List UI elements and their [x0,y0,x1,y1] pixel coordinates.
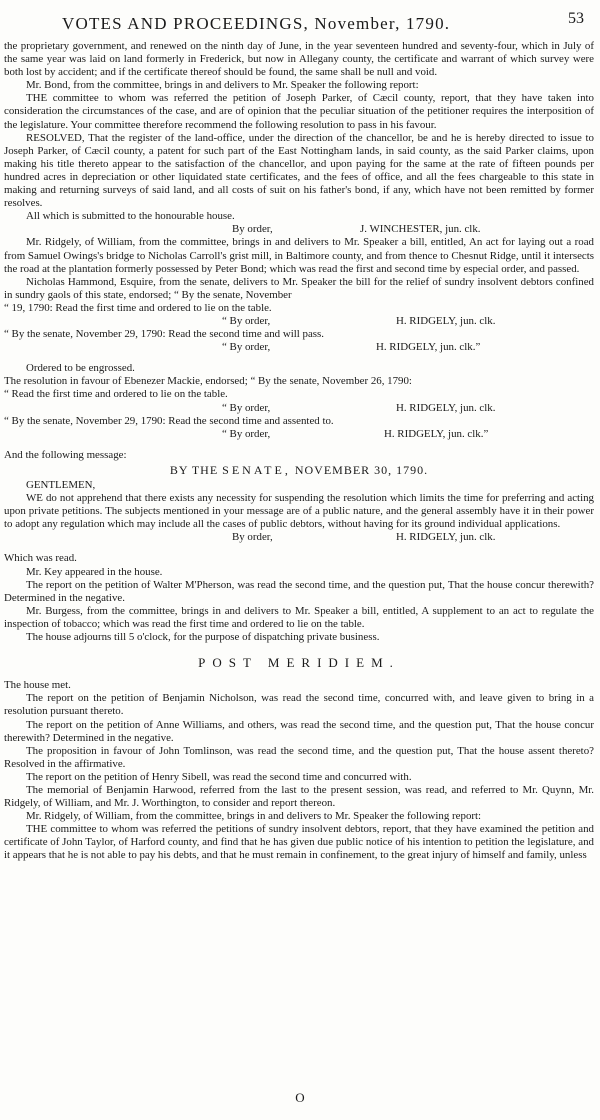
by-order-label: “ By order, [222,314,271,327]
running-head: VOTES AND PROCEEDINGS, November, 1790. [62,14,451,33]
senate-heading-senate: SENATE, [222,462,291,477]
paragraph: Mr. Bond, from the committee, brings in and delivers to Mr. Speaker the following report: [26,79,419,92]
paragraph: The report on the petition of Walter M'Pherson, was read the second time, and the question put, That the house concur therewith? Determined in the negative. [4,578,594,604]
signature-line [4,341,594,354]
signature-mark: O [295,1090,305,1105]
by-order-label: By order, [232,223,273,236]
endorsement-line: “ 19, 1790: Read the first time and ordered to lie on the table. [4,301,272,314]
clerk-signature: H. RIDGELY, jun. clk.” [376,341,481,354]
paragraph: The report on the petition of Benjamin Nicholson, was read the second time, concurred with, and leave given to bring in a resolution pursuant thereto. [4,692,594,718]
paragraph: The report on the petition of Henry Sibell, was read the second time and concurred with. [26,770,412,783]
paragraph: Ordered to be engrossed. [26,362,135,375]
by-order-label: “ By order, [222,401,271,414]
by-order-label: “ By order, [222,341,271,354]
senate-message: WE do not apprehend that there exists any necessity for suspending the resolution which limits the time for preferring and acting upon private petitions. The subjects mentioned in your message are of a public nature, and the general assembly have it in their power to adopt any regulation which may include all the cases of public debtors, without having for its ground individual applications. [4,492,594,531]
paragraph: the proprietary government, and renewed on the ninth day of June, in the year seventeen hundred and seventy-four, which in July of the same year was laid on land formerly in Frederick, but now in Allegany county, the certificate and warrant of which survey were both lost by accident; and if the certificate thereof should be found, the same shall be null and void. [4,40,594,79]
paragraph: The proposition in favour of John Tomlinson, was read the second time, and the question put, That the house assent thereto? Resolved in the affirmative. [4,744,594,770]
signature-line [4,531,594,544]
salutation: GENTLEMEN, [26,479,96,491]
by-order-label: “ By order, [222,427,271,440]
signature-line [4,223,594,236]
page-header [4,0,594,40]
post-meridiem-heading: POST MERIDIEM. [198,655,400,671]
paragraph: THE committee to whom was referred the petitions of sundry insolvent debtors, report, that they have examined the petition and certificate of John Taylor, of Harford county, and find that he has given due public notice of his intention to petition the legislature, and it appears that he is not able to pay his debts, and that he must remain in confinement, to the great injury of himself and family, unless [4,823,594,862]
endorsement-line: “ By the senate, November 29, 1790: Read the second time and will pass. [4,328,324,341]
signature-line [4,428,594,441]
resolution-paragraph: RESOLVED, That the register of the land-office, under the direction of the chancellor, be and he is hereby directed to issue to Joseph Parker, of Cæcil county, a patent for such part of the East Nottingham lands, in said county, as the said Parker claims, upon making his title thereto appear to the satisfaction of the chancellor, and upon paying for the same at the rate of fifteen pounds per hundred acres in depreciation or other liquidated state certificates, and the fees of office, and all the fees chargeable to this state in making and returning surveys of said land, and all costs of suit on his father's bond, if any, which have not been remitted by former resolves. [4,131,594,210]
clerk-signature: H. RIDGELY, jun. clk. [396,531,496,544]
paragraph: Mr. Ridgely, of William, from the committee, brings in and delivers to Mr. Speaker a bill, entitled, An act for laying out a road from Samuel Owings's bridge to Nicholas Carroll's grist mill, in Baltimore county, and from thence to Chesnut Ridge, until it intersects the road at the plantation formerly possessed by Peter Bond; which was read the first and second time by especial order, and passed. [4,236,594,275]
paragraph: Mr. Burgess, from the committee, brings in and delivers to Mr. Speaker a bill, entitled, A supplement to an act to regulate the inspection of tobacco; which was read the first time and ordered to lie on the table. [4,604,594,630]
paragraph: Which was read. [4,552,77,565]
paragraph: The house adjourns till 5 o'clock, for the purpose of dispatching private business. [26,631,380,644]
paragraph: The house met. [4,679,71,692]
endorsement-line: “ By the senate, November 29, 1790: Read the second time and assented to. [4,414,334,427]
paragraph: THE committee to whom was referred the petition of Joseph Parker, of Cæcil county, report, that they have taken into consideration the circumstances of the case, and are of opinion that the peculiar situation of the petitioner requires the interposition of the legislature. Your committee therefore recommend the following resolution to pass in his favour. [4,92,594,131]
signature-line [4,402,594,415]
clerk-signature: J. WINCHESTER, jun. clk. [360,223,481,236]
clerk-signature: H. RIDGELY, jun. clk. [396,314,496,327]
paragraph: The memorial of Benjamin Harwood, referred from the last to the present session, was read, and referred to Mr. Quynn, Mr. Ridgely, of William, and Mr. J. Worthington, to consider and report thereon. [4,783,594,810]
signature-line [4,315,594,328]
paragraph: And the following message: [4,448,127,461]
clerk-signature: H. RIDGELY, jun. clk. [396,401,496,414]
by-order-label: By order, [232,531,273,544]
paragraph: All which is submitted to the honourable house. [26,210,235,223]
senate-heading [4,464,594,477]
paragraph: The resolution in favour of Ebenezer Mackie, endorsed; “ By the senate, November 26, 1790: [4,375,412,388]
senate-heading-date: NOVEMBER 30, 1790. [294,462,429,477]
paragraph: Nicholas Hammond, Esquire, from the senate, delivers to Mr. Speaker the bill for the relief of sundry insolvent debtors confined in sundry gaols of this state, endorsed; “ By the senate, November [4,275,594,301]
clerk-signature: H. RIDGELY, jun. clk.” [384,427,489,440]
paragraph: The report on the petition of Anne Williams, and others, was read the second time, and the question put, That the house concur therewith? Determined in the negative. [4,718,594,744]
paragraph: Mr. Ridgely, of William, from the committee, brings in and delivers to Mr. Speaker the following report: [26,810,482,823]
senate-heading-by: BY THE [169,462,219,477]
endorsement-line: “ Read the first time and ordered to lie on the table. [4,388,228,401]
page-number: 53 [568,10,584,27]
paragraph: Mr. Key appeared in the house. [26,565,163,578]
page-body [4,40,594,863]
